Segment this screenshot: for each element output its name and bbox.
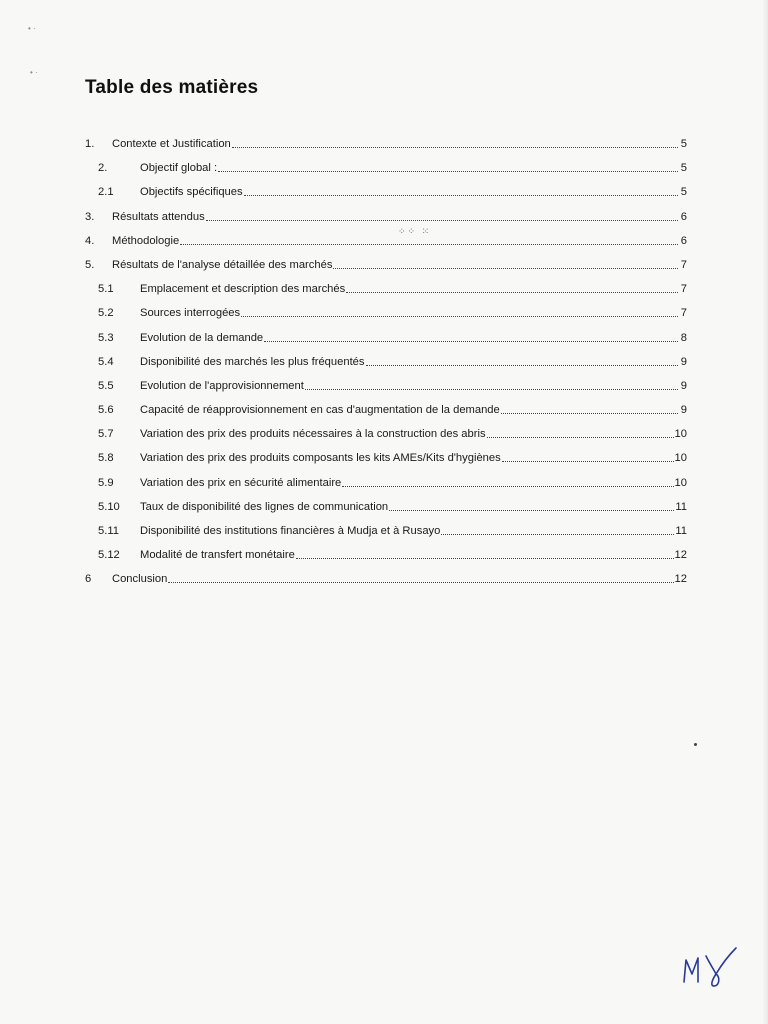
toc-entry-page-number: 6 (680, 234, 687, 247)
toc-entry (85, 180, 687, 204)
toc-entry-page-number: 8 (680, 331, 687, 344)
toc-entry (85, 471, 687, 495)
toc-entry-number: 5.1 (98, 283, 114, 296)
toc-title: Table des matières (85, 77, 259, 98)
toc-entry-title: Evolution de la demande (140, 331, 264, 344)
toc-entry-number: 5.6 (98, 404, 114, 417)
toc-entry (85, 374, 687, 398)
toc-entry (85, 277, 687, 301)
toc-entry-number: 5.10 (98, 500, 120, 513)
toc-entry-number: 5.5 (98, 379, 114, 392)
toc-entry-title: Sources interrogées (140, 307, 241, 320)
toc-entry-title: Objectif global : (140, 162, 218, 175)
scan-artifact: • · (28, 24, 36, 33)
toc-entry-page-number: 11 (675, 525, 687, 537)
toc-entry-number: 2.1 (98, 186, 114, 199)
toc-dot-leader (218, 157, 678, 172)
scan-artifact: • · (30, 68, 38, 77)
toc-entry (85, 398, 687, 422)
toc-entry-number: 5.7 (98, 428, 114, 441)
toc-entry-page-number: 11 (675, 500, 687, 513)
toc-entry-number: 1. (85, 138, 95, 150)
toc-dot-leader (264, 327, 678, 342)
toc-dot-leader (333, 254, 678, 269)
toc-entry-page-number: 7 (680, 307, 687, 320)
toc-entry-title: Résultats de l'analyse détaillée des marchés (112, 258, 333, 271)
toc-entry (85, 495, 687, 519)
toc-dot-leader (305, 375, 678, 390)
toc-dot-leader (346, 278, 678, 293)
toc-entry-page-number: 10 (674, 476, 687, 489)
toc-entry (85, 253, 687, 277)
toc-entry-number: 3. (85, 210, 95, 223)
toc-entry-title: Disponibilité des institutions financières à Mudja et à Rusayo (140, 525, 441, 537)
toc-dot-leader (241, 302, 678, 317)
toc-dot-leader (244, 181, 678, 196)
toc-entry (85, 446, 687, 470)
toc-dot-leader (296, 544, 674, 559)
toc-entry (85, 326, 687, 350)
page-edge-shadow (762, 0, 768, 1024)
toc-entry-page-number: 7 (680, 258, 687, 271)
toc-entry-number: 5. (85, 258, 95, 271)
toc-entry-number: 5.9 (98, 476, 114, 489)
toc-entry-page-number: 5 (680, 186, 687, 199)
handwritten-initials-icon (676, 940, 746, 990)
toc-dot-leader (502, 447, 674, 462)
toc-entry-title: Conclusion (112, 573, 168, 586)
toc-entry-number: 5.4 (98, 355, 114, 368)
toc-entry (85, 205, 687, 229)
toc-entry-title: Disponibilité des marchés les plus fréquentés (140, 355, 365, 368)
toc-entry (85, 156, 687, 180)
toc-entry-title: Variation des prix en sécurité alimentaire (140, 476, 342, 489)
toc-entry-number: 5.8 (98, 452, 114, 465)
toc-entry-number: 5.2 (98, 307, 114, 320)
toc-entry-page-number: 12 (674, 573, 687, 586)
toc-dot-leader (501, 399, 678, 414)
toc-entry-page-number: 9 (680, 379, 687, 392)
toc-entry (85, 567, 687, 591)
toc-entry-title: Objectifs spécifiques (140, 186, 243, 199)
toc-entry-page-number: 5 (680, 138, 687, 150)
toc-entry-title: Emplacement et description des marchés (140, 283, 346, 296)
toc-dot-leader (168, 568, 673, 583)
toc-dot-leader (487, 423, 674, 438)
toc-entry-title: Variation des prix des produits nécessaires à la construction des abris (140, 428, 486, 441)
toc-entry-title: Capacité de réapprovisionnement en cas d'augmentation de la demande (140, 404, 500, 417)
toc-entry (85, 519, 687, 543)
toc-entry-page-number: 9 (680, 404, 687, 417)
toc-dot-leader (206, 206, 678, 221)
toc-entry-page-number: 10 (674, 452, 687, 465)
toc-entry-number: 4. (85, 234, 95, 247)
toc-dot-leader (342, 472, 673, 487)
toc-entry-page-number: 5 (680, 162, 687, 175)
toc-entry (85, 301, 687, 325)
toc-entry-page-number: 6 (680, 210, 687, 223)
toc-entry (85, 350, 687, 374)
toc-entry-title: Contexte et Justification (112, 138, 231, 150)
toc-entry-page-number: 12 (674, 549, 687, 562)
toc-entry-title: Modalité de transfert monétaire (140, 549, 295, 562)
toc-entry-title: Evolution de l'approvisionnement (140, 379, 304, 392)
ink-smudge: ⁘⁘ ⁙ (398, 226, 432, 236)
toc-entry (85, 543, 687, 567)
toc-dot-leader (232, 133, 678, 148)
toc-dot-leader (366, 351, 679, 366)
toc-entry-page-number: 9 (680, 355, 687, 368)
toc-entry-number: 2. (98, 162, 108, 175)
toc-entry-title: Méthodologie (112, 234, 180, 247)
toc-entry-title: Résultats attendus (112, 210, 205, 223)
toc-dot-leader (441, 520, 674, 535)
toc-entry-page-number: 7 (680, 283, 687, 296)
speck (694, 743, 697, 746)
toc-entry (85, 132, 687, 156)
table-of-contents (85, 132, 687, 592)
toc-entry-number: 5.11 (98, 525, 119, 537)
toc-entry (85, 422, 687, 446)
toc-entry-number: 6 (85, 573, 92, 586)
toc-entry-number: 5.3 (98, 331, 114, 344)
toc-entry-title: Variation des prix des produits composants les kits AMEs/Kits d'hygiènes (140, 452, 501, 465)
toc-entry-page-number: 10 (674, 428, 687, 441)
toc-entry-number: 5.12 (98, 549, 120, 562)
toc-entry (85, 229, 687, 253)
toc-dot-leader (389, 496, 674, 511)
toc-entry-title: Taux de disponibilité des lignes de communication (140, 500, 389, 513)
